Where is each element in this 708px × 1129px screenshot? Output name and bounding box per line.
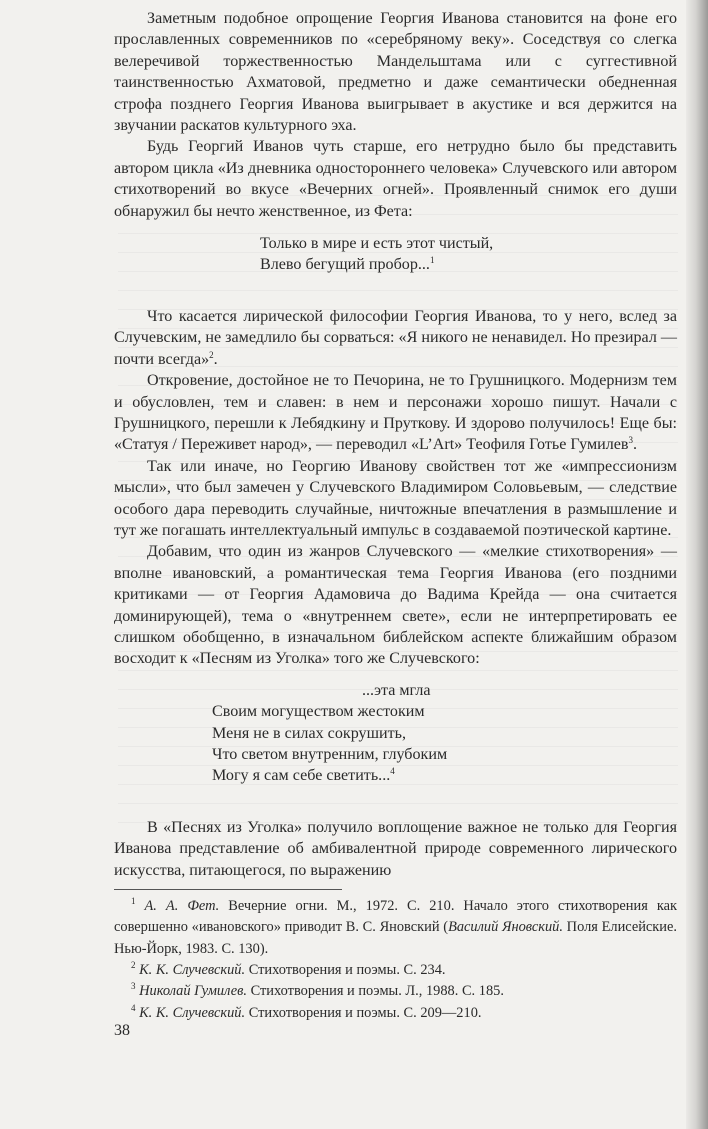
paragraph-6: Добавим, что один из жанров Случевского — «мелкие стихотворения» — вполне ивановский, а романтическая тема Георгия Иванова (его поздними критиками — от Георгия Адамовича до Вадима Крейда — она считается доминирующей), тема о «внутреннем свете», если не интерпретировать ее слишком обобщенно, в изначальном библейском аспекте ближайшим образом восходит к «Песням из Уголка» того же Случевского: — [114, 543, 677, 668]
footnote-2: $^2$ К. К. Случевский. Стихотворения и поэмы. С. 234. — [131, 959, 446, 978]
page-edge-shadow — [686, 0, 708, 1129]
verse-line: Своим могуществом жестоким — [212, 703, 425, 721]
paragraph-4: Откровение, достойное не то Печорина, не то Грушницкого. Модернизм тем и обусловлен, тем и славен: в нем и персонажи хорошо пишут. Начали с Грушницкого, перешли к Лебядкину и Пруткову. И здорово получилось! Еще бы: «Статуя / Переживет народ», — переводил «L’Art» Теофиля Готье Гумилев$^3$. — [114, 372, 677, 454]
footnote-separator — [114, 889, 342, 890]
body-text — [114, 817, 677, 881]
footnote-ref: 1 — [429, 255, 435, 266]
paragraph-3: Что касается лирической философии Георгия Иванова, то у него, вслед за Случевским, не замедлило бы сорваться: «Я никого не ненавидел. Но презирал — почти всегда»$^2$. — [114, 307, 677, 368]
paragraph-2: Будь Георгий Иванов чуть старше, его нетрудно было бы представить автором цикла «Из дневника одностороннего человека» Случевского или автором стихотворений во вкусе «Вечерних огней». Проявленный снимок его души обнаружил бы нечто женственное, из Фета: — [114, 138, 677, 220]
footnote-ref: 4 — [390, 766, 395, 777]
verse-line: Влево бегущий пробор...$^1$ — [260, 255, 435, 274]
footnote-1: $^1$ А. А. Фет. Вечерние огни. М., 1972. С. 210. Начало этого стихотворения как совершенно «ивановского» приводит В. С. Яновский (Василий Яновский. Поля Елисейские. Нью-Йорк, 1983. С. 130). — [114, 896, 677, 957]
verse-line: Меня не в силах сокрушить, — [212, 724, 406, 742]
page-number: 38 — [114, 1022, 130, 1039]
body-text — [114, 8, 677, 222]
verse-line: Могу я сам себе светить...$^4$ — [212, 766, 395, 785]
paragraph-1: Заметным подобное опрощение Георгия Иванова становится на фоне его прославленных современников по «серебряному веку». Соседствуя со слегка велеречивой торжественностью Мандельштама или с суггестивной таинственностью Ахматовой, предметно и даже семантически обедненная строфа позднего Георгия Иванова выигрывает в акустике и вся держится на звучании раскатов культурного эха. — [114, 10, 677, 135]
verse-line: Что светом внутренним, глубоким — [212, 746, 448, 763]
footnote-ref: 2 — [209, 349, 214, 360]
paragraph-7: В «Песнях из Уголка» получило воплощение важное не только для Георгия Иванова представление об амбивалентной природе современного лирического искусства, питающегося, по выражению — [114, 818, 677, 879]
verse-line: Только в мире и есть этот чистый, — [260, 235, 494, 253]
footnote-ref: 3 — [628, 435, 634, 446]
fet-quote — [114, 233, 677, 306]
footnotes — [114, 896, 677, 1024]
verse-line: ...эта мгла — [362, 681, 431, 699]
paragraph-5: Так или иначе, но Георгию Иванову свойствен тот же «импрессионизм мысли», что был замечен у Случевского Владимиром Соловьевым, — следствие особого дара переводить случайные, ничтожные впечатления в размышление и тут же погашать интеллектуальный импульс в создаваемой поэтической картине. — [114, 457, 677, 539]
sluchevsky-quote — [114, 680, 677, 817]
footnote-4: $^4$ К. К. Случевский. Стихотворения и поэмы. С. 209—210. — [131, 1002, 482, 1021]
footnote-3: $^3$ Николай Гумилев. Стихотворения и поэмы. Л., 1988. С. 185. — [131, 981, 504, 1000]
body-text — [114, 306, 677, 670]
book-page — [114, 8, 677, 1024]
